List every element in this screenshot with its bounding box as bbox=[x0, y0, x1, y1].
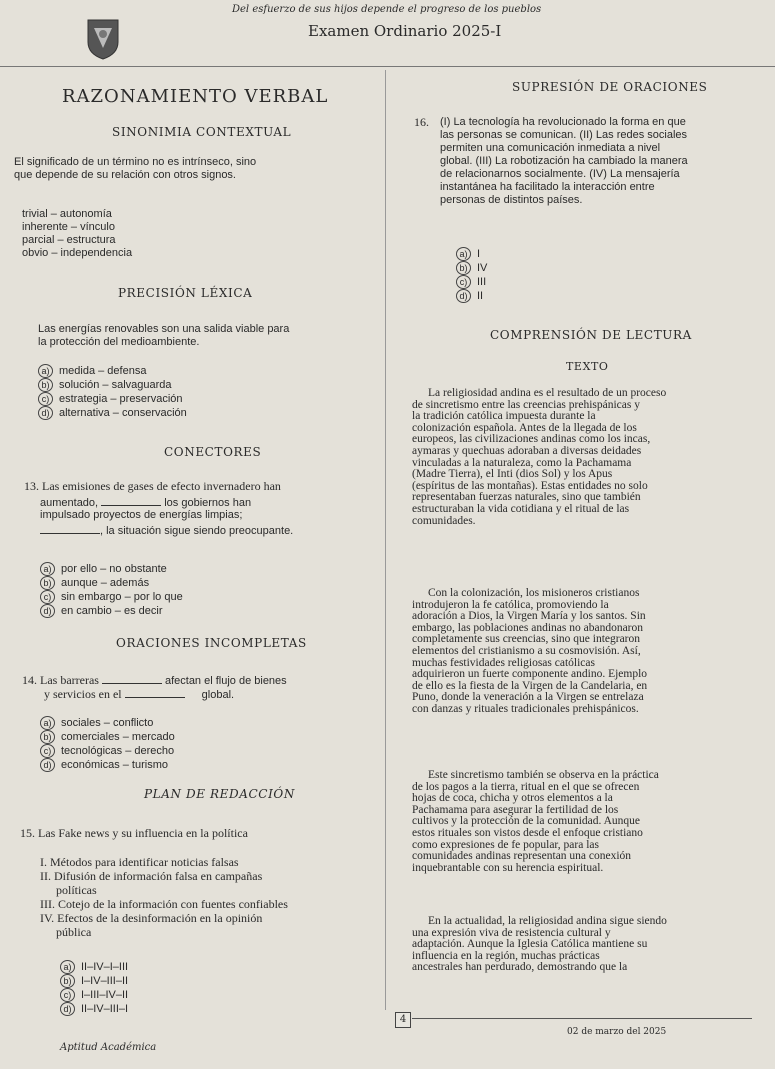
option-letter: a) bbox=[38, 364, 53, 378]
conectores-option-d[interactable] bbox=[40, 604, 163, 618]
question-number: 14. bbox=[22, 673, 37, 687]
text-line: representaban fuerzas naturales, sino que también bbox=[412, 491, 641, 504]
text-line: colonización española. Antes de la llegada de los bbox=[412, 421, 637, 434]
conectores-option-a[interactable] bbox=[40, 562, 167, 576]
sinonimia-option[interactable]: trivial – autonomía bbox=[22, 208, 112, 220]
plan-item: políticas bbox=[56, 883, 97, 897]
sinonimia-option[interactable]: obvio – independencia bbox=[22, 247, 133, 259]
precision-stem-2: la protección del medioambiente. bbox=[38, 336, 200, 348]
stem-text: , la situación sigue siendo preocupante. bbox=[100, 525, 294, 537]
text-line: influencia en la región, muchas prácticas bbox=[412, 949, 600, 962]
conectores-stem-1 bbox=[24, 480, 281, 493]
option-letter: c) bbox=[40, 744, 55, 758]
comprension-title: COMPRENSIÓN DE LECTURA bbox=[490, 328, 692, 342]
option-text: económicas – turismo bbox=[61, 758, 168, 771]
stem-text: global. bbox=[201, 689, 235, 701]
sinonimia-title: SINONIMIA CONTEXTUAL bbox=[112, 125, 292, 139]
text-line: En la actualidad, la religiosidad andina sigue siendo bbox=[428, 915, 667, 927]
reading-paragraph-4 bbox=[412, 916, 767, 974]
oraciones-stem-2 bbox=[44, 687, 234, 702]
stem-line: permiten una comunicación inmediata a nivel bbox=[440, 142, 661, 154]
reading-paragraph-1 bbox=[412, 388, 767, 527]
stem-line: instantánea ha facilitado la interacción entre bbox=[440, 181, 655, 193]
option-text: II bbox=[477, 289, 484, 302]
reading-paragraph-2 bbox=[412, 588, 767, 716]
text-line: europeos, las civilizaciones andinas como los incas, bbox=[412, 433, 651, 446]
option-letter: d) bbox=[40, 604, 55, 618]
text-line: la tradición católica impuesta durante la bbox=[412, 410, 596, 423]
option-text: I–IV–III–II bbox=[81, 974, 129, 987]
option-letter: b) bbox=[40, 730, 55, 744]
answer-blank[interactable] bbox=[102, 673, 162, 684]
text-line: Puno, donde la veneración a la Virgen se entrelaza bbox=[412, 691, 644, 704]
option-text: comerciales – mercado bbox=[61, 730, 175, 743]
option-letter: b) bbox=[38, 378, 53, 392]
supresion-option-a[interactable] bbox=[456, 247, 480, 261]
oraciones-title: ORACIONES INCOMPLETAS bbox=[116, 636, 307, 650]
option-letter: c) bbox=[38, 392, 53, 406]
option-text: medida – defensa bbox=[59, 364, 147, 377]
stem-text: Las Fake news y su influencia en la política bbox=[38, 826, 248, 840]
option-text: II–IV–III–I bbox=[81, 1002, 129, 1015]
plan-option-a[interactable] bbox=[60, 960, 128, 974]
option-text: tecnológicas – derecho bbox=[61, 744, 175, 757]
conectores-stem-4 bbox=[40, 523, 293, 538]
oraciones-option-c[interactable] bbox=[40, 744, 174, 758]
option-letter: b) bbox=[40, 576, 55, 590]
text-line: de sincretismo entre las creencias prehispánicas y bbox=[412, 398, 640, 411]
question-number: 13. bbox=[24, 479, 39, 493]
precision-option-d[interactable] bbox=[38, 406, 187, 420]
text-line: de ello es la fiesta de la Virgen de la Candelaria, en bbox=[412, 679, 648, 692]
plan-option-c[interactable] bbox=[60, 988, 128, 1002]
page-number: 4 bbox=[395, 1012, 411, 1028]
option-text: IV bbox=[477, 261, 488, 274]
university-logo-icon bbox=[86, 18, 120, 60]
text-line: introdujeron la fe católica, promoviendo la bbox=[412, 598, 609, 611]
supresion-option-d[interactable] bbox=[456, 289, 483, 303]
text-line: adquirieron un fuerte componente andino. Ejemplo bbox=[412, 668, 648, 681]
sinonimia-option[interactable]: parcial – estructura bbox=[22, 234, 116, 246]
stem-line: personas de distintos países. bbox=[440, 194, 583, 206]
text-line: completamente sus creencias, sino que integraron bbox=[412, 633, 641, 646]
precision-option-c[interactable] bbox=[38, 392, 183, 406]
text-line: muchas festividades religiosas católicas bbox=[412, 656, 595, 669]
oraciones-option-b[interactable] bbox=[40, 730, 175, 744]
text-line: con danzas y rituales tradicionales prehispánicos. bbox=[412, 702, 639, 715]
plan-stem bbox=[20, 827, 248, 840]
sinonimia-stem-1: El significado de un término no es intrínseco, sino bbox=[14, 156, 257, 168]
text-line: adoración a Dios, la Virgen María y los santos. Sin bbox=[412, 610, 646, 623]
stem-text: aumentado, bbox=[40, 497, 99, 509]
question-number: 15. bbox=[20, 826, 35, 840]
text-line: estos rituales son vistos desde el enfoque cristiano bbox=[412, 826, 643, 839]
reading-paragraph-3 bbox=[412, 770, 767, 874]
precision-option-b[interactable] bbox=[38, 378, 172, 392]
footer-divider bbox=[412, 1018, 752, 1019]
option-letter: b) bbox=[456, 261, 471, 275]
text-line: una expresión viva de resistencia cultural y bbox=[412, 926, 611, 939]
stem-line: las personas se comunican. (II) Las redes sociales bbox=[440, 129, 688, 141]
text-line: estructuraban la vida cotidiana y el ritual de las bbox=[412, 502, 630, 515]
option-text: estrategia – preservación bbox=[59, 392, 183, 405]
text-line: vinculadas a la naturaleza, como la Pachamama bbox=[412, 456, 632, 469]
option-letter: a) bbox=[60, 960, 75, 974]
option-text: I bbox=[477, 247, 481, 260]
header-divider bbox=[0, 66, 775, 67]
texto-label: TEXTO bbox=[566, 360, 609, 373]
option-text: II–IV–I–III bbox=[81, 960, 129, 973]
text-line: (Madre Tierra), el Inti (dios Sol) y los Apus bbox=[412, 468, 613, 481]
conectores-option-b[interactable] bbox=[40, 576, 149, 590]
option-letter: d) bbox=[40, 758, 55, 772]
footer-label: Aptitud Académica bbox=[60, 1042, 157, 1053]
supresion-title: SUPRESIÓN DE ORACIONES bbox=[512, 80, 708, 94]
text-line: Este sincretismo también se observa en la práctica bbox=[428, 769, 659, 781]
text-line: Con la colonización, los misioneros cristianos bbox=[428, 587, 640, 599]
plan-item: I. Métodos para identificar noticias falsas bbox=[40, 855, 239, 869]
stem-text: afectan el flujo de bienes bbox=[164, 675, 287, 687]
column-divider bbox=[385, 70, 386, 1010]
option-letter: c) bbox=[40, 590, 55, 604]
conectores-stem-3: impulsado proyectos de energías limpias; bbox=[40, 509, 243, 521]
stem-text: Las emisiones de gases de efecto invernadero han bbox=[42, 479, 281, 493]
option-letter: a) bbox=[40, 562, 55, 576]
option-text: alternativa – conservación bbox=[59, 406, 187, 419]
option-text: en cambio – es decir bbox=[61, 604, 163, 617]
text-line: inquebrantable con su herencia espiritual. bbox=[412, 861, 604, 874]
answer-blank[interactable] bbox=[125, 687, 185, 698]
text-line: aymaras y quechuas adoraban a diversas deidades bbox=[412, 444, 642, 457]
stem-text: los gobiernos han bbox=[164, 497, 252, 509]
text-line: embargo, las poblaciones andinas no abandonaron bbox=[412, 621, 643, 634]
answer-blank[interactable] bbox=[101, 495, 161, 506]
header-motto: Del esfuerzo de sus hijos depende el progreso de los pueblos bbox=[232, 4, 542, 15]
precision-stem-1: Las energías renovables son una salida viable para bbox=[38, 323, 290, 335]
plan-item: pública bbox=[56, 925, 92, 939]
answer-blank[interactable] bbox=[40, 523, 100, 534]
option-letter: d) bbox=[456, 289, 471, 303]
option-text: III bbox=[477, 275, 487, 288]
stem-line: (I) La tecnología ha revolucionado la forma en que bbox=[440, 116, 686, 128]
text-line: Pachamama para asegurar la fertilidad de los bbox=[412, 803, 619, 816]
option-letter: c) bbox=[60, 988, 75, 1002]
stem-line: de relacionarnos socialmente. (IV) La mensajería bbox=[440, 168, 680, 180]
option-text: sin embargo – por lo que bbox=[61, 590, 183, 603]
option-letter: d) bbox=[60, 1002, 75, 1016]
stem-line: global. (III) La robotización ha cambiado la manera bbox=[440, 155, 688, 167]
conectores-option-c[interactable] bbox=[40, 590, 183, 604]
sinonimia-stem-2: que depende de su relación con otros signos. bbox=[14, 169, 236, 181]
option-letter: d) bbox=[38, 406, 53, 420]
plan-option-d[interactable] bbox=[60, 1002, 128, 1016]
exam-date: 02 de marzo del 2025 bbox=[567, 1027, 667, 1037]
oraciones-stem-1 bbox=[22, 673, 287, 688]
supresion-option-c[interactable] bbox=[456, 275, 486, 289]
plan-item: IV. Efectos de la desinformación en la opinión bbox=[40, 911, 263, 925]
exam-title: Examen Ordinario 2025-I bbox=[308, 22, 502, 40]
conectores-stem-2 bbox=[40, 495, 251, 510]
conectores-title: CONECTORES bbox=[164, 445, 262, 459]
plan-item: III. Cotejo de la información con fuentes confiables bbox=[40, 897, 288, 911]
oraciones-option-d[interactable] bbox=[40, 758, 168, 772]
option-text: I–III–IV–II bbox=[81, 988, 129, 1001]
option-text: sociales – conflicto bbox=[61, 716, 154, 729]
precision-option-a[interactable] bbox=[38, 364, 146, 378]
oraciones-option-a[interactable] bbox=[40, 716, 153, 730]
plan-title: PLAN DE REDACCIÓN bbox=[144, 787, 295, 801]
plan-item: II. Difusión de información falsa en campañas bbox=[40, 869, 263, 883]
text-line: hojas de coca, chicha y otros elementos a la bbox=[412, 792, 613, 805]
option-letter: b) bbox=[60, 974, 75, 988]
supresion-number: 16. bbox=[414, 115, 429, 129]
text-line: cultivos y la protección de la comunidad. Aunque bbox=[412, 815, 641, 828]
text-line: (espíritus de las montañas). Estas entidades no solo bbox=[412, 479, 648, 492]
precision-title: PRECISIÓN LÉXICA bbox=[118, 286, 253, 300]
plan-option-b[interactable] bbox=[60, 974, 128, 988]
option-text: solución – salvaguarda bbox=[59, 378, 172, 391]
text-line: adaptación. Aunque la Iglesia Católica mantiene su bbox=[412, 938, 648, 951]
text-line: comunidades andinas representan una conexión bbox=[412, 850, 632, 863]
sinonimia-option[interactable]: inherente – vínculo bbox=[22, 221, 115, 233]
text-line: elementos del cristianismo a su cosmovisión. Así, bbox=[412, 644, 641, 657]
option-text: aunque – además bbox=[61, 576, 150, 589]
text-line: comunidades. bbox=[412, 514, 476, 527]
supresion-option-b[interactable] bbox=[456, 261, 487, 275]
text-line: ancestrales han perdurado, demostrando que la bbox=[412, 961, 628, 974]
supresion-stem bbox=[440, 116, 770, 207]
section-razonamiento-verbal: RAZONAMIENTO VERBAL bbox=[62, 86, 329, 107]
option-letter: a) bbox=[40, 716, 55, 730]
text-line: de los pagos a la tierra, ritual en el que se ofrecen bbox=[412, 780, 640, 793]
option-text: por ello – no obstante bbox=[61, 562, 167, 575]
text-line: como expresiones de fe popular, para las bbox=[412, 838, 599, 851]
option-letter: c) bbox=[456, 275, 471, 289]
stem-text: Las barreras bbox=[40, 673, 99, 687]
stem-text: y servicios en el bbox=[44, 687, 122, 701]
option-letter: a) bbox=[456, 247, 471, 261]
text-line: La religiosidad andina es el resultado de un proceso bbox=[428, 387, 667, 399]
